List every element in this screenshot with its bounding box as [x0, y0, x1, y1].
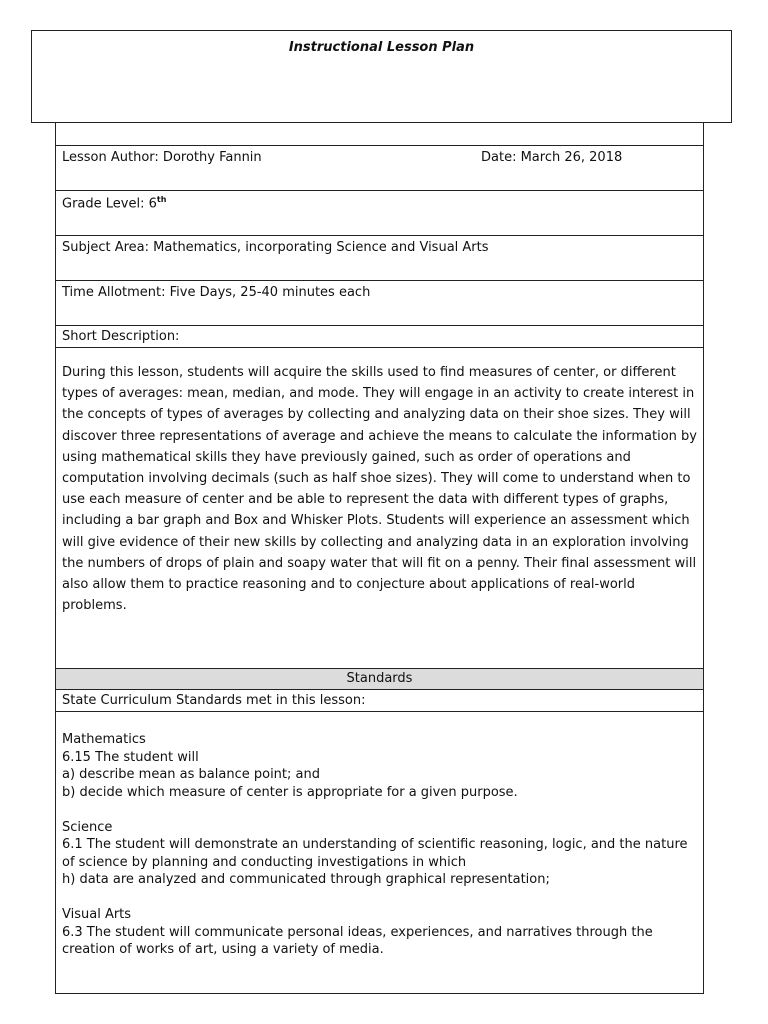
standards-body: [56, 711, 703, 993]
lesson-author: Lesson Author: Dorothy Fannin: [62, 150, 262, 165]
grade-row: [56, 190, 703, 235]
math-line: a) describe mean as balance point; and: [62, 767, 320, 782]
standards-header: Standards: [56, 668, 703, 689]
science-heading: Science: [62, 819, 113, 835]
time-row: [56, 280, 703, 325]
document-title: Instructional Lesson Plan: [288, 40, 475, 55]
short-description-label: Short Description:: [62, 329, 180, 344]
subject-area: Subject Area: Mathematics, incorporating Science and Visual Arts: [62, 240, 489, 255]
math-standard: [62, 731, 697, 801]
science-line: h) data are analyzed and communicated through graphical representation;: [62, 872, 550, 887]
science-standard: [62, 819, 697, 889]
standards-subheading-row: [56, 689, 703, 711]
grade-level: Grade Level: 6: [62, 196, 157, 212]
short-description-label-row: [56, 325, 703, 347]
math-line: b) decide which measure of center is appropriate for a given purpose.: [62, 784, 518, 800]
time-allotment: Time Allotment: Five Days, 25-40 minutes each: [62, 285, 371, 300]
description-row: [56, 347, 703, 668]
math-line: 6.15 The student will: [62, 749, 199, 765]
blank-row: [56, 123, 703, 145]
arts-heading: Visual Arts: [62, 907, 132, 922]
title-box: [31, 30, 732, 123]
arts-line: 6.3 The student will communicate personal ideas, experiences, and narratives through the creation of works of art, using a variety of media.: [62, 924, 653, 957]
subject-row: [56, 235, 703, 280]
math-heading: Mathematics: [62, 732, 146, 747]
author-row: [56, 145, 703, 190]
description-text: During this lesson, students will acquire the skills used to find measures of center, or different types of averages: mean, median, and mode. They will engage in an activity to create interest in the concepts of types of averages by collecting and analyzing data on their shoe sizes. They will discover three representations of average and achieve the means to calculate the information by using mathematical skills they have previously gained, such as order of operations and computation involving decimals (such as half shoe sizes). They will come to understand when to use each measure of center and be able to represent the data with different types of graphs, including a bar graph and Box and Whisker Plots. Students will experience an assessment which will give evidence of their new skills by collecting and analyzing data in an exploration involving the numbers of drops of plain and soapy water that will fit on a penny. Their final assessment will also allow them to practice reasoning and to conjecture about applications of real-world problems.: [62, 365, 697, 614]
grade-suffix: th: [156, 195, 167, 204]
lesson-plan-table: [55, 123, 704, 994]
science-line: 6.1 The student will demonstrate an understanding of scientific reasoning, logic, and the nature of science by planning and conducting investigations in which: [62, 837, 688, 870]
lesson-date: Date: March 26, 2018: [481, 150, 623, 165]
standards-subheading: State Curriculum Standards met in this lesson:: [62, 693, 366, 708]
arts-standard: [62, 906, 697, 959]
